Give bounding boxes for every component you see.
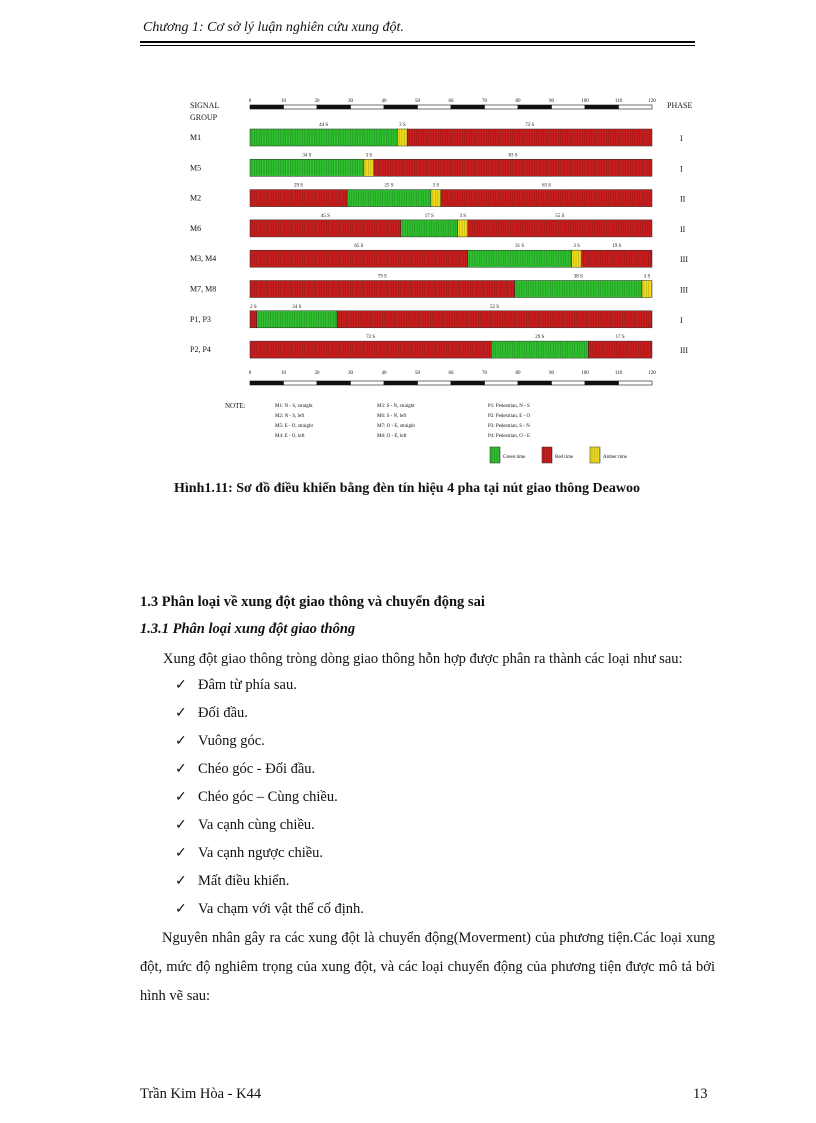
bottom-axis-tick-label: 80 — [515, 371, 521, 376]
note-text: M4: E - O, left — [275, 434, 305, 439]
note-label: NOTE: — [225, 402, 246, 410]
row-label: M1 — [190, 133, 202, 142]
row-phase: III — [680, 346, 688, 356]
row-label: M7, M8 — [190, 284, 217, 294]
footer-author: Trần Kim Hòa - K44 — [140, 1086, 262, 1102]
legend-swatch-green — [490, 447, 500, 463]
list-item: ✓ Mất điều khiển. — [175, 873, 290, 889]
bar-segment-red — [250, 250, 468, 267]
note-text: M1: N - S, straight — [275, 404, 313, 409]
top-axis-segment — [585, 105, 619, 109]
top-axis-tick-label: 10 — [281, 99, 286, 104]
top-axis-tick-label: 40 — [381, 99, 387, 104]
bottom-axis-tick-label: 10 — [281, 371, 286, 376]
segment-label: 65 S — [354, 244, 364, 250]
top-axis-segment — [451, 105, 485, 109]
header-rule — [140, 41, 695, 43]
list-item: ✓ Va chạm với vật thể cố định. — [175, 901, 364, 917]
top-axis-segment — [552, 105, 586, 109]
bar-segment-green — [250, 129, 397, 146]
bottom-axis-segment — [250, 381, 284, 385]
segment-label: 3 S — [573, 244, 580, 250]
note-text: M5: E - O, straight — [275, 424, 313, 429]
page-number: 13 — [693, 1086, 708, 1102]
list-item: ✓ Chéo góc – Cùng chiều. — [175, 789, 338, 805]
segment-label: 3 S — [432, 183, 440, 189]
list-item: ✓ Chéo góc - Đối đầu. — [175, 761, 316, 777]
segment-label: 17 S — [615, 335, 625, 341]
segment-label: 3 S — [399, 123, 406, 128]
list-item: ✓ Đối đầu. — [175, 705, 248, 721]
top-axis-tick-label: 90 — [549, 99, 554, 104]
list-item: ✓ Va cạnh cùng chiều. — [175, 817, 315, 833]
bottom-axis-segment — [418, 381, 452, 385]
note-text: M6: S - N, left — [377, 414, 407, 419]
bottom-axis-segment — [585, 381, 619, 385]
check-icon: ✓ — [175, 678, 187, 693]
row-label: M5 — [190, 163, 202, 173]
segment-label: 45 S — [320, 213, 330, 219]
header-rule-thin — [140, 45, 695, 46]
segment-label: 24 S — [292, 304, 302, 310]
intro-text: Xung đột giao thông tròng dòng giao thông hỗn hợp được phân ra thành các loại như sau: — [163, 651, 683, 667]
top-axis-tick-label: 120 — [648, 99, 656, 104]
row-phase: III — [680, 285, 688, 295]
segment-label: 52 S — [490, 304, 500, 310]
row-phase: I — [680, 315, 683, 325]
check-icon: ✓ — [175, 874, 187, 889]
legend-swatch-amber — [590, 447, 600, 463]
note-text: P2: Pedestrian, E - O — [488, 414, 531, 419]
segment-label: 3 S — [459, 213, 466, 219]
top-axis-tick-label: 0 — [248, 99, 252, 104]
row-phase: II — [680, 194, 686, 204]
section-heading: 1.3 Phân loại về xung đột giao thông và chuyển động sai — [140, 594, 485, 610]
note-text: M3: S - N, straight — [377, 404, 415, 409]
segment-label: 17 S — [424, 213, 434, 219]
note-text: M8: O - E, left — [377, 434, 407, 439]
row-phase: I — [680, 164, 683, 174]
bar-segment-red — [250, 311, 257, 328]
check-icon: ✓ — [175, 706, 187, 721]
bottom-axis-tick-label: 120 — [648, 371, 656, 376]
top-axis-tick-label: 110 — [614, 99, 623, 104]
bottom-axis-tick-label: 20 — [314, 371, 320, 376]
bar-segment-amber — [431, 190, 441, 207]
signal-group-label: GROUP — [190, 113, 218, 122]
bottom-axis-segment — [384, 381, 418, 385]
bottom-axis-tick-label: 90 — [549, 371, 554, 376]
bar-segment-amber — [364, 159, 374, 176]
segment-label: 73 S — [525, 123, 535, 128]
legend-swatch-red — [542, 447, 552, 463]
bottom-axis-tick-label: 100 — [581, 371, 589, 376]
check-icon: ✓ — [175, 734, 187, 749]
bottom-axis-tick-label: 40 — [381, 371, 387, 376]
segment-label: 19 S — [612, 244, 622, 250]
note-text: M7: O - E, straight — [377, 424, 415, 429]
bar-segment-red — [250, 341, 491, 358]
segment-label: 34 S — [302, 153, 312, 159]
bottom-axis-segment — [284, 381, 318, 385]
top-axis-segment — [485, 105, 519, 109]
top-axis-tick-label: 80 — [515, 99, 521, 104]
row-phase: III — [680, 255, 688, 265]
chapter-header: Chương 1: Cơ sở lý luận nghiên cứu xung đột. — [143, 20, 404, 35]
segment-label: 2 S — [250, 304, 257, 310]
bar-segment-red — [468, 220, 652, 237]
check-icon: ✓ — [175, 790, 187, 805]
bar-segment-red — [250, 220, 401, 237]
legend-label: Green time — [503, 455, 526, 460]
legend-label: Red time — [555, 455, 574, 460]
top-axis-tick-label: 60 — [448, 99, 454, 104]
bar-segment-amber — [458, 220, 468, 237]
top-axis-tick-label: 30 — [348, 99, 353, 104]
note-text: P1: Pedestrian, N - S — [488, 404, 530, 409]
segment-label: 29 S — [535, 335, 545, 341]
phase-label: PHASE — [667, 101, 693, 110]
top-axis-segment — [317, 105, 351, 109]
signal-group-label: SIGNAL — [190, 101, 220, 110]
bottom-axis-segment — [351, 381, 385, 385]
row-phase: II — [680, 224, 686, 234]
segment-label: 29 S — [294, 183, 304, 189]
bottom-axis-segment — [451, 381, 485, 385]
bar-segment-green — [515, 281, 642, 298]
top-axis-segment — [284, 105, 318, 109]
check-icon: ✓ — [175, 818, 187, 833]
segment-label: 25 S — [384, 183, 394, 189]
top-axis-segment — [619, 105, 653, 109]
list-item: ✓ Đâm từ phía sau. — [175, 677, 297, 693]
note-text: P3: Pedestrian, S - N — [488, 424, 530, 429]
segment-label: 55 S — [555, 213, 565, 219]
check-icon: ✓ — [175, 846, 187, 861]
figure-caption: Hình1.11: Sơ đồ điều khiển bằng đèn tín hiệu 4 pha tại nút giao thông Deawoo — [174, 481, 640, 496]
bottom-axis-segment — [485, 381, 519, 385]
conflict-type-list — [175, 677, 364, 929]
bottom-axis-tick-label: 0 — [248, 371, 252, 376]
bottom-axis-segment — [317, 381, 351, 385]
top-axis-tick-label: 50 — [415, 99, 420, 104]
row-label: P1, P3 — [190, 314, 211, 324]
subsection-heading: 1.3.1 Phân loại xung đột giao thông — [140, 621, 356, 637]
top-axis-tick-label: 100 — [581, 99, 589, 104]
segment-label: 83 S — [508, 153, 518, 159]
row-label: M2 — [190, 193, 202, 203]
bar-segment-red — [337, 311, 652, 328]
row-phase: I — [680, 134, 683, 143]
bar-segment-amber — [397, 129, 407, 146]
bottom-axis-tick-label: 70 — [482, 371, 487, 376]
bar-segment-red — [588, 341, 652, 358]
list-item: ✓ Vuông góc. — [175, 733, 265, 749]
bottom-axis-tick-label: 60 — [448, 371, 454, 376]
note-text: M2: N - S, left — [275, 414, 305, 419]
segment-label: 44 S — [319, 123, 329, 128]
row-label: M6 — [190, 223, 202, 233]
bar-segment-green — [491, 341, 588, 358]
bar-segment-amber — [642, 281, 652, 298]
segment-label: 3 S — [365, 153, 373, 159]
signal-timing-diagram — [185, 94, 715, 474]
segment-label: 63 S — [541, 183, 551, 189]
segment-label: 3 S — [643, 274, 651, 280]
row-label: M3, M4 — [190, 254, 217, 264]
bottom-axis-segment — [552, 381, 586, 385]
top-axis-segment — [250, 105, 284, 109]
bottom-axis-segment — [518, 381, 552, 385]
bottom-axis-segment — [619, 381, 653, 385]
bar-segment-red — [250, 190, 347, 207]
top-axis-tick-label: 70 — [482, 99, 487, 104]
list-item: ✓ Va cạnh ngược chiều. — [175, 845, 324, 861]
top-axis-segment — [384, 105, 418, 109]
top-axis-segment — [351, 105, 385, 109]
segment-label: 38 S — [573, 274, 583, 280]
top-axis-segment — [518, 105, 552, 109]
check-icon: ✓ — [175, 902, 187, 917]
top-axis-tick-label: 20 — [314, 99, 320, 104]
bottom-axis-tick-label: 30 — [348, 371, 353, 376]
note-text: P4: Pedestrian, O - E — [488, 434, 531, 439]
check-icon: ✓ — [175, 762, 187, 777]
bar-segment-red — [407, 129, 652, 146]
body-paragraph: Nguyên nhân gây ra các xung đột là chuyển động(Moverment) của phương tiện.Các loại xung đột, mức độ nghiêm trọng của xung đột, và các loại chuyển động của phương tiện được mô tả bởi hình vẽ sau: — [140, 930, 715, 1004]
legend-label: Amber time — [603, 455, 628, 460]
bar-segment-green — [347, 190, 431, 207]
segment-label: 31 S — [515, 244, 525, 250]
bottom-axis-tick-label: 50 — [415, 371, 420, 376]
segment-label: 72 S — [366, 335, 376, 341]
top-axis-segment — [418, 105, 452, 109]
bottom-axis-tick-label: 110 — [614, 371, 623, 376]
segment-label: 79 S — [377, 274, 387, 280]
row-label: P2, P4 — [190, 345, 211, 355]
bar-segment-amber — [572, 250, 582, 267]
